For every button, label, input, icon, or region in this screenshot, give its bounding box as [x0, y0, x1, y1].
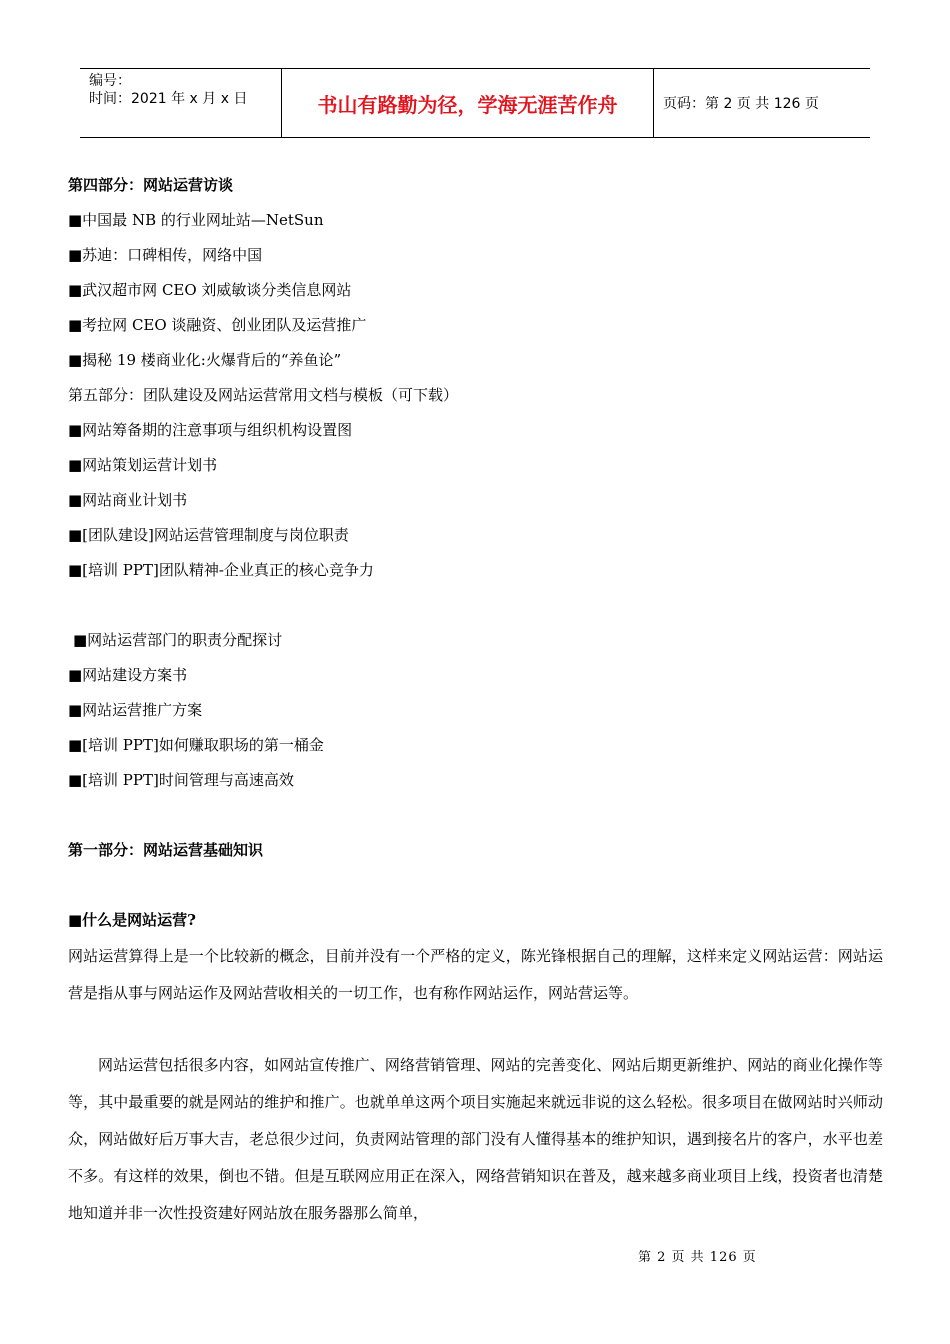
list-item: ■苏迪：口碑相传，网络中国: [68, 246, 263, 264]
list-item: ■[团队建设]网站运营管理制度与岗位职责: [68, 526, 349, 544]
spacer: [68, 798, 883, 833]
paragraph-content: 网站运营包括很多内容，如网站宣传推广、网络营销管理、网站的完善变化、网站后期更新维护、网站的商业化操作等等，其中最重要的就是网站的维护和推广。也就单单这两个项目实施起来就远非说的这么轻松。很多项目在做网站时兴师动众，网站做好后万事大吉，老总很少过问，负责网站管理的部门没有人懂得基本的维护知识，遇到接名片的客户，水平也差不多。有这样的效果，倒也不错。但是互联网应用正在深入，网络营销知识在普及，越来越多商业项目上线，投资者也清楚地知道并非一次性投资建好网站放在服务器那么简单，: [68, 1056, 883, 1222]
header-meta-cell: [80, 69, 282, 137]
page-header: [80, 68, 870, 138]
list-item: ■网站商业计划书: [68, 491, 188, 509]
list-item: ■网站运营部门的职责分配探讨: [73, 631, 283, 649]
list-item: ■揭秘 19 楼商业化:火爆背后的“养鱼论”: [68, 351, 342, 369]
page-footer: 第 2 页 共 126 页: [638, 1250, 757, 1265]
list-item: ■网站运营推广方案: [68, 701, 203, 719]
list-item: ■[培训 PPT]时间管理与高速高效: [68, 771, 294, 789]
list-item: ■网站筹备期的注意事项与组织机构设置图: [68, 421, 353, 439]
subsection-heading: ■什么是网站运营?: [68, 911, 196, 929]
list-item: ■中国最 NB 的行业网址站—NetSun: [68, 211, 324, 229]
list-item: ■网站建设方案书: [68, 666, 188, 684]
section-heading-part5: 第五部分：团队建设及网站运营常用文档与模板（可下载）: [68, 386, 459, 404]
header-page-info: 页码：第 2 页 共 126 页: [663, 96, 819, 112]
document-body: [68, 168, 883, 1232]
list-item: ■网站策划运营计划书: [68, 456, 218, 474]
spacer: [68, 1012, 883, 1047]
number-label: 编号：: [89, 73, 131, 89]
paragraph-definition: 网站运营算得上是一个比较新的概念，目前并没有一个严格的定义，陈光锋根据自己的理解，这样来定义网站运营：网站运营是指从事与网站运作及网站营收相关的一切工作，也有称作网站运作，网站营运等。: [68, 947, 883, 1002]
list-item: ■[培训 PPT]如何赚取职场的第一桶金: [68, 736, 324, 754]
list-item: ■武汉超市网 CEO 刘威敏谈分类信息网站: [68, 281, 352, 299]
section-heading-part4: 第四部分：网站运营访谈: [68, 176, 234, 194]
list-item: ■考拉网 CEO 谈融资、创业团队及运营推广: [68, 316, 367, 334]
section-heading-part1: 第一部分：网站运营基础知识: [68, 841, 264, 859]
spacer: [68, 868, 883, 903]
spacer: [68, 588, 883, 623]
header-motto: 书山有路勤为径，学海无涯苦作舟: [282, 69, 654, 137]
list-item: ■[培训 PPT]团队精神-企业真正的核心竞争力: [68, 561, 374, 579]
time-label: 时间：2021 年 x 月 x 日: [89, 91, 248, 107]
